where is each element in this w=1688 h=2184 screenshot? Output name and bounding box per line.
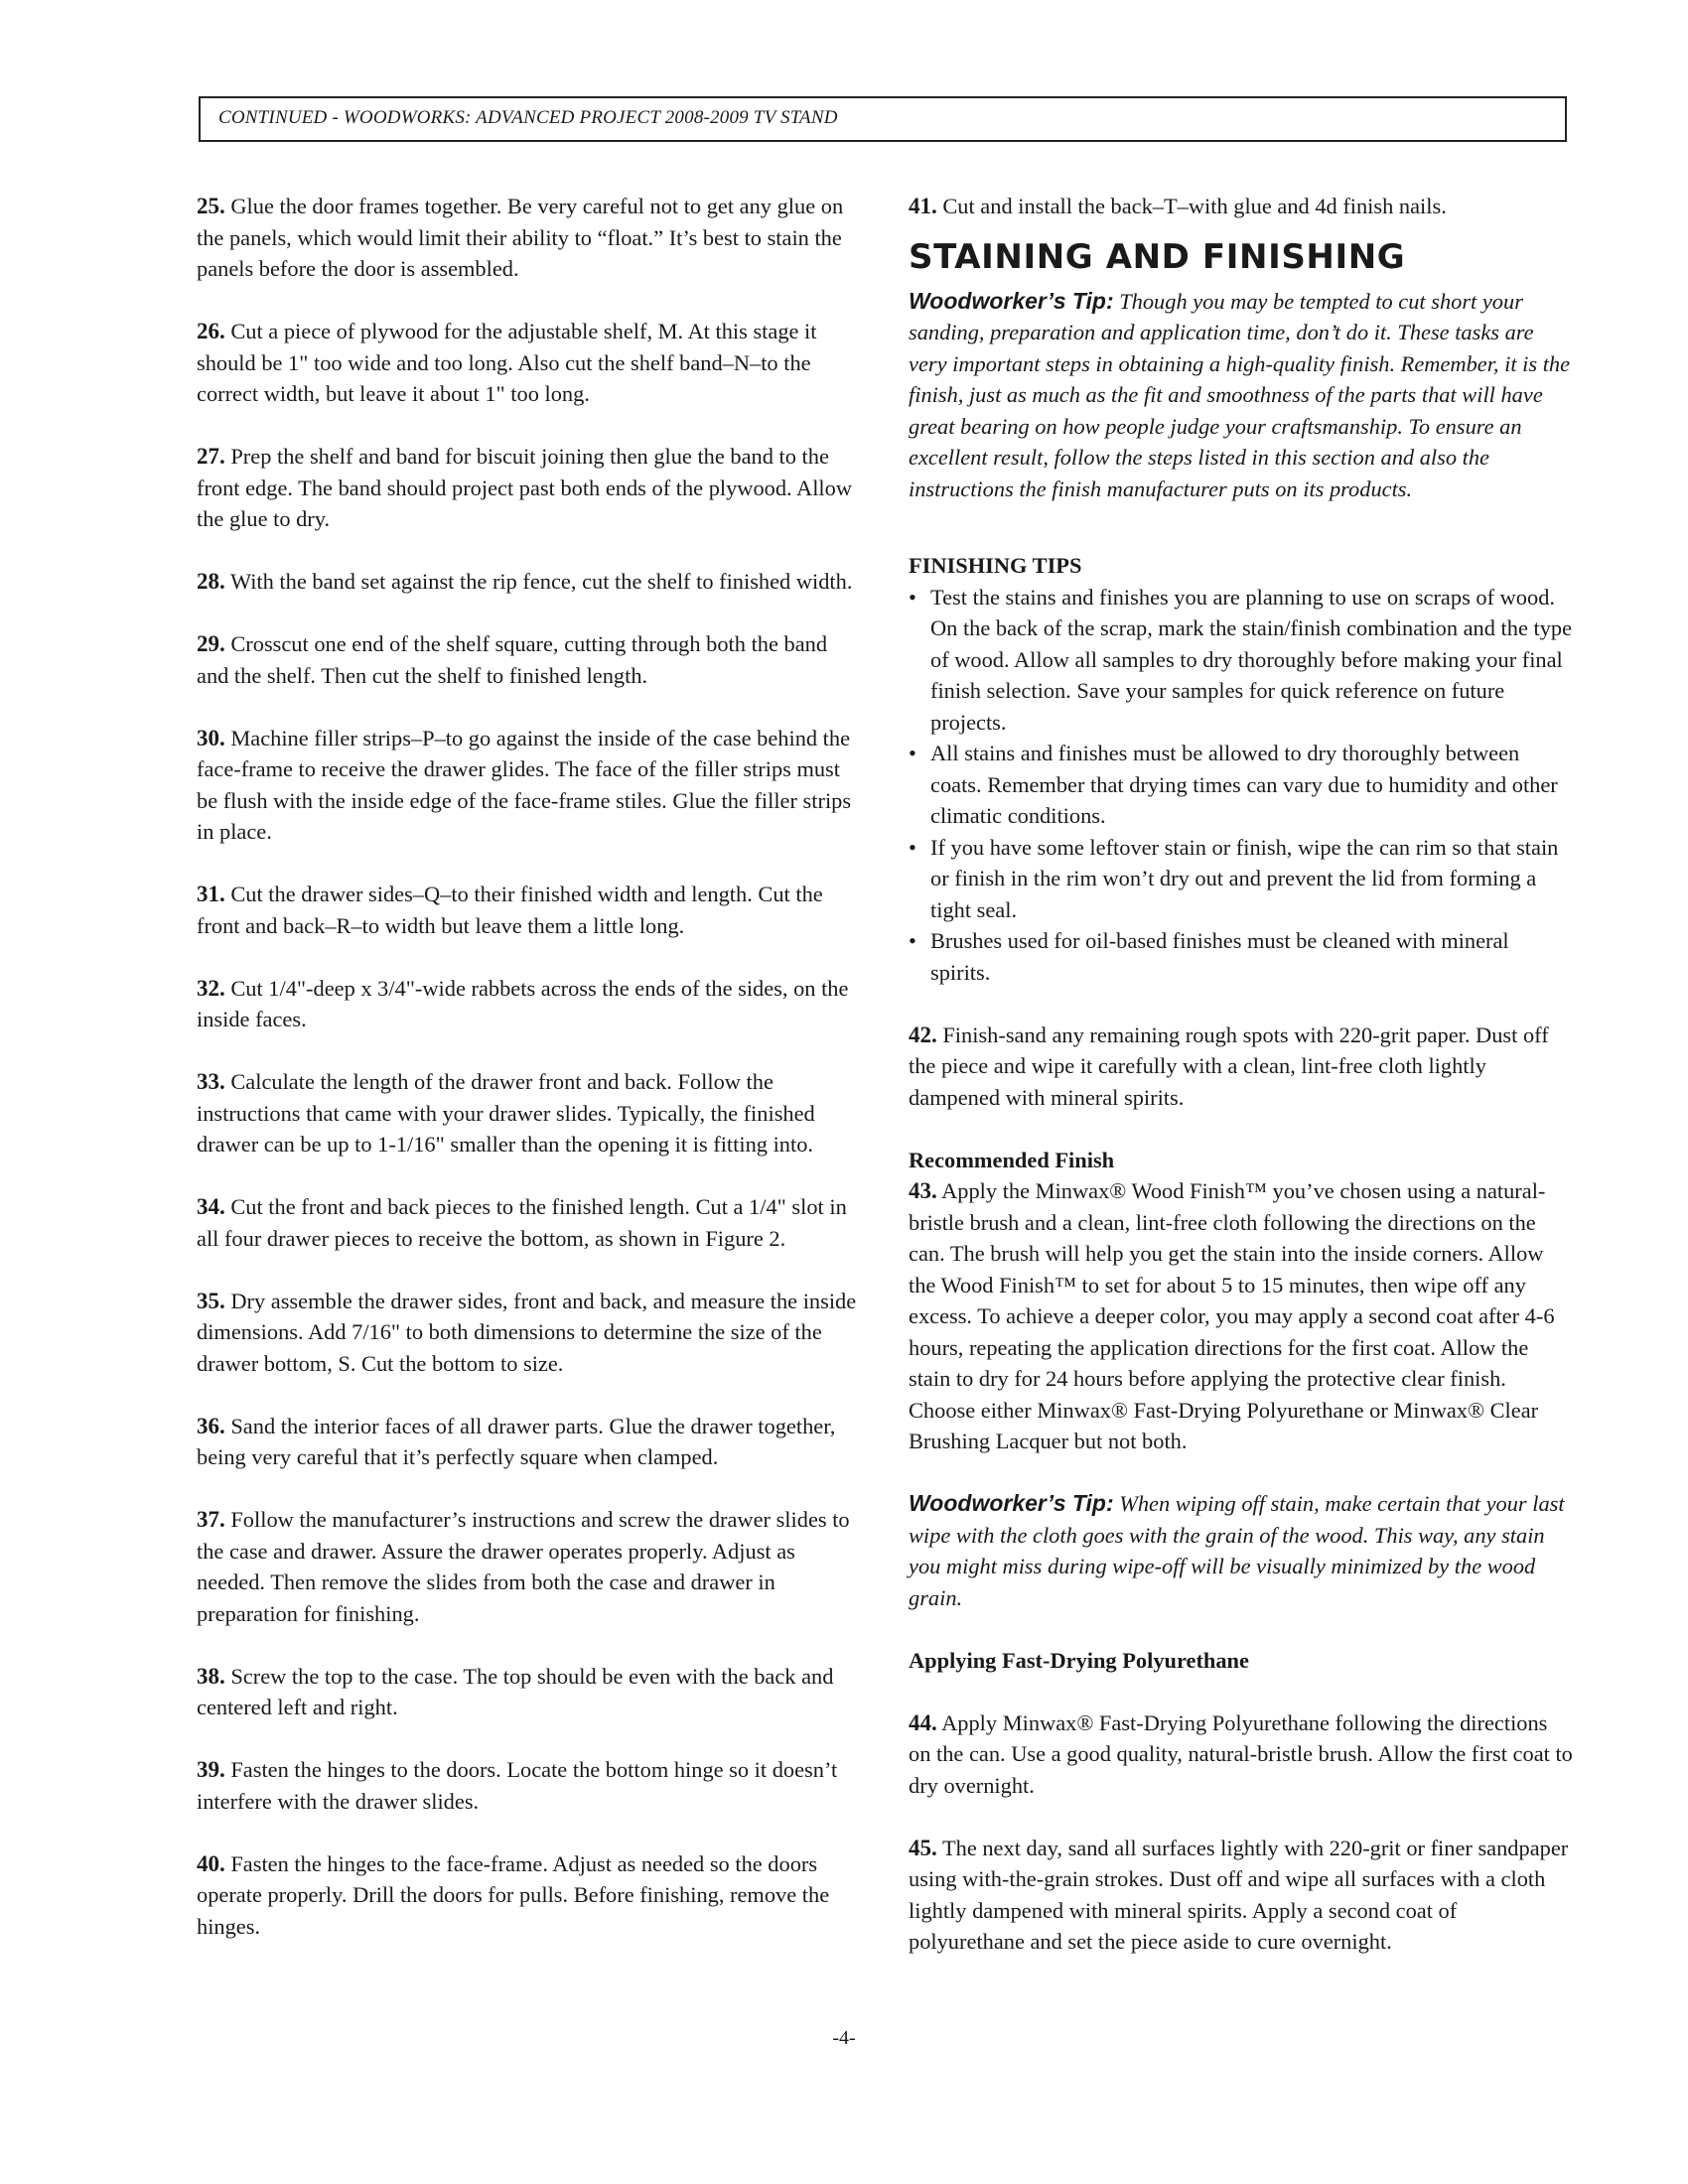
step-38: 38. Screw the top to the case. The top should be even with the back and centered left and right. [197,1663,834,1719]
step-28: 28. With the band set against the rip fence, cut the shelf to finished width. [197,569,853,594]
finishing-tips-heading: FINISHING TIPS [909,553,1082,578]
step-45: 45. The next day, sand all surfaces lightly with 220-grit or finer sandpaper using with-the-grain strokes. Dust off and wipe all surfaces with a cloth lightly dampened with mineral spirits. Apply a second coat of polyurethane and set the piece aside to cure overnight. [909,1835,1569,1954]
list-item: • If you have some leftover stain or finish, wipe the can rim so that stain or finish in the rim won’t dry out and prevent the lid from forming a tight seal. [909,832,1574,926]
step-43: 43. Apply the Minwax® Wood Finish™ you’ve chosen using a natural-bristle brush and a clean, lint-free cloth following the directions on the can. The brush will help you get the stain into the inside corners. Allow the Wood Finish™ to set for about 5 to 15 minutes, then wipe off any excess. To achieve a deeper color, you may apply a second coat after 4-6 hours, repeating the application directions for the first coat. Allow the stain to dry for 24 hours before applying the protective clear finish. Choose either Minwax® Fast-Drying Polyurethane or Minwax® Clear Brushing Lacquer but not both. [909,1178,1555,1453]
step-27: 27. Prep the shelf and band for biscuit joining then glue the band to the front edge. The band should project past both ends of the plywood. Allow the glue to dry. [197,444,852,531]
step-41: 41. Cut and install the back–T–with glue and 4d finish nails. [909,194,1447,218]
step-29: 29. Crosscut one end of the shelf square, cutting through both the band and the shelf. Then cut the shelf to finished length. [197,631,828,688]
step-31: 31. Cut the drawer sides–Q–to their finished width and length. Cut the front and back–R–to width but leave them a little long. [197,882,823,938]
woodworkers-tip-1: Woodworker’s Tip: Though you may be tempted to cut short your sanding, preparation and application time, don’t do it. These tasks are very important steps in obtaining a high-quality finish. Remember, it is the finish, just as much as the fit and smoothness of the parts that will have great bearing on how people judge your craftsmanship. To ensure an excellent result, follow the steps listed in this section and also the instructions the finish manufacturer puts on its products. [909,287,1571,501]
step-36: 36. Sand the interior faces of all drawer parts. Glue the drawer together, being very careful that it’s perfectly square when clamped. [197,1413,836,1469]
list-item: • All stains and finishes must be allowed to dry thoroughly between coats. Remember that drying times can vary due to humidity and other climatic conditions. [909,738,1574,832]
step-39: 39. Fasten the hinges to the doors. Locate the bottom hinge so it doesn’t interfere with the drawer slides. [197,1757,838,1814]
step-37: 37. Follow the manufacturer’s instructions and screw the drawer slides to the case and drawer. Assure the drawer operates properly. Adjust as needed. Then remove the slides from both the case and drawer in preparation for finishing. [197,1507,850,1626]
list-item: • Test the stains and finishes you are planning to use on scraps of wood. On the back of the scrap, mark the stain/finish combination and the type of wood. Allow all samples to dry thoroughly before making your final finish selection. Save your samples for quick reference on future projects. [909,582,1574,739]
finishing-tips-list [909,582,1574,989]
header-title: CONTINUED - WOODWORKS: ADVANCED PROJECT 2008-2009 TV STAND [218,107,838,128]
step-44: 44. Apply Minwax® Fast-Drying Polyurethane following the directions on the can. Use a good quality, natural-bristle brush. Allow the first coat to dry overnight. [909,1709,1573,1798]
recommended-finish-heading: Recommended Finish [909,1147,1115,1172]
section-title-staining: STAINING AND FINISHING [909,236,1406,277]
running-header [199,96,1567,142]
step-30: 30. Machine filler strips–P–to go against the inside of the case behind the face-frame to receive the drawer glides. The face of the filler strips must be flush with the inside edge of the face-frame stiles. Glue the filler strips in place. [197,725,852,844]
list-item: • Brushes used for oil-based finishes must be cleaned with mineral spirits. [909,925,1574,988]
step-26: 26. Cut a piece of plywood for the adjustable shelf, M. At this stage it should be 1" too wide and too long. Also cut the shelf band–N–to the correct width, but leave it about 1" too long. [197,319,817,406]
right-column [909,191,1574,1988]
page-number: -4- [832,2027,856,2049]
step-33: 33. Calculate the length of the drawer front and back. Follow the instructions that came with your drawer slides. Typically, the finished drawer can be up to 1-1/16" smaller than the opening it is fitting into. [197,1069,815,1157]
applying-polyurethane-heading: Applying Fast-Drying Polyurethane [909,1647,1249,1673]
step-42: 42. Finish-sand any remaining rough spots with 220-grit paper. Dust off the piece and wipe it carefully with a clean, lint-free cloth lightly dampened with mineral spirits. [909,1022,1549,1110]
step-34: 34. Cut the front and back pieces to the finished length. Cut a 1/4" slot in all four drawer pieces to receive the bottom, as shown in Figure 2. [197,1194,847,1251]
woodworkers-tip-2: Woodworker’s Tip: When wiping off stain, make certain that your last wipe with the cloth goes with the grain of the wood. This way, any stain you might miss during wipe-off will be visually minimized by the wood grain. [909,1490,1565,1610]
step-32: 32. Cut 1/4"-deep x 3/4"-wide rabbets across the ends of the sides, on the inside faces. [197,975,849,1031]
step-35: 35. Dry assemble the drawer sides, front and back, and measure the inside dimensions. Add 7/16" to both dimensions to determine the size of the drawer bottom, S. Cut the bottom to size. [197,1288,857,1376]
step-25: 25. Glue the door frames together. Be very careful not to get any glue on the panels, which would limit their ability to “float.” It’s best to stain the panels before the door is assembled. [197,194,844,281]
step-40: 40. Fasten the hinges to the face-frame. Adjust as needed so the doors operate properly. Drill the doors for pulls. Before finishing, remove the hinges. [197,1850,830,1939]
left-column [197,191,857,1974]
